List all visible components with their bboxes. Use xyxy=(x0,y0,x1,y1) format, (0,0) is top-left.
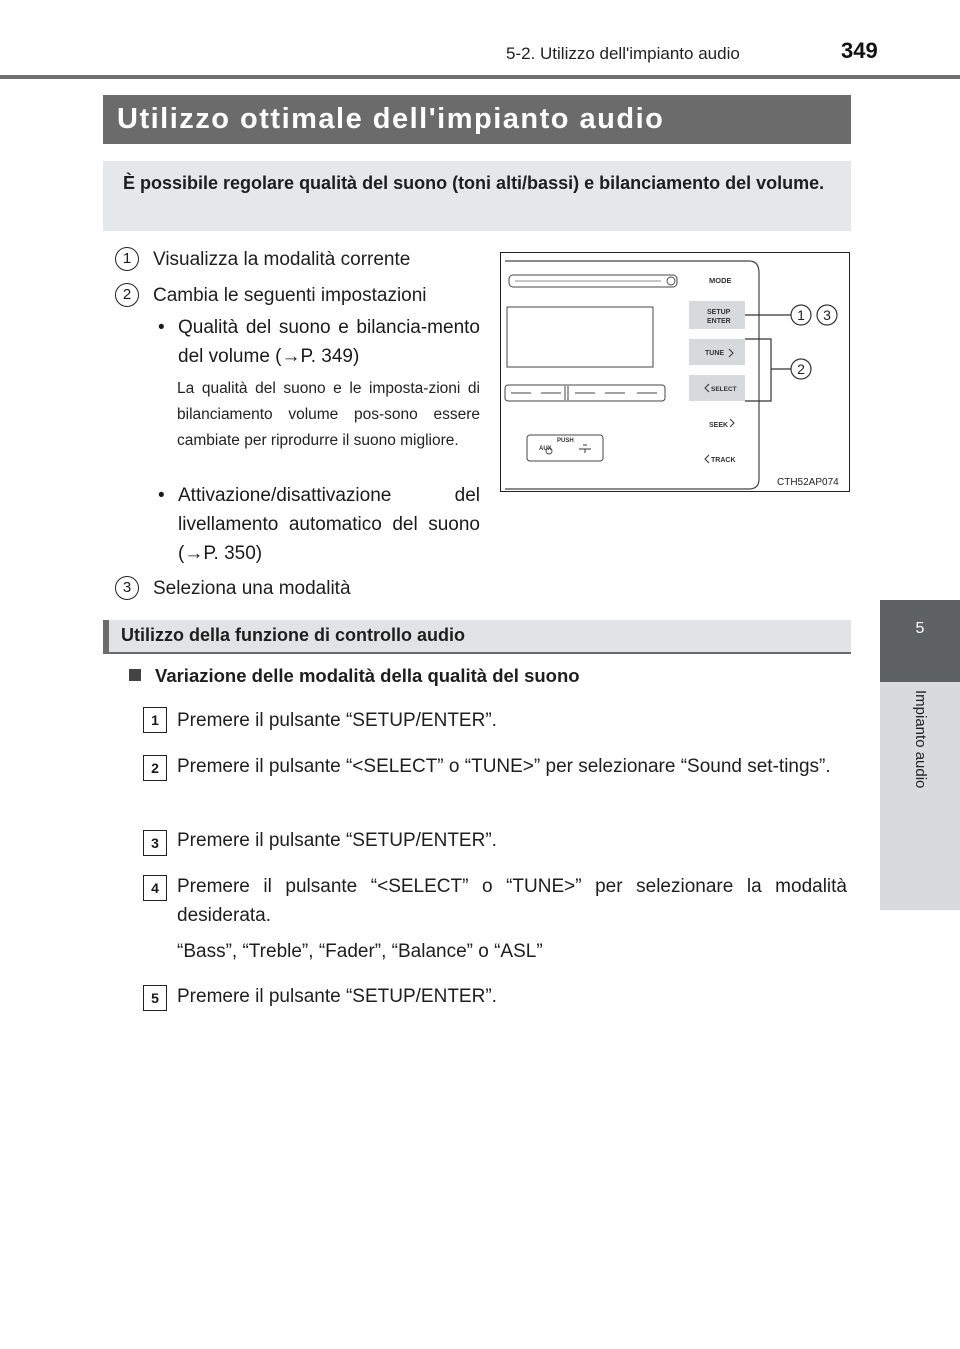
chapter-tab xyxy=(880,600,960,682)
step-number: 2 xyxy=(143,755,167,781)
bullet-symbol: • xyxy=(158,317,165,338)
seek-label: SEEK xyxy=(709,422,729,429)
square-bullet-icon xyxy=(129,669,141,681)
push-label: PUSH xyxy=(557,438,574,444)
figure-code: CTH52AP074 xyxy=(777,477,839,488)
bullet-symbol: • xyxy=(158,485,165,506)
step-number: 1 xyxy=(143,707,167,733)
aux-label: AUX xyxy=(539,446,552,452)
intro-box xyxy=(103,161,851,231)
running-header-section: 5-2. Utilizzo dell'impianto audio xyxy=(506,44,740,63)
chevron-right-icon xyxy=(730,419,734,427)
audio-unit-figure xyxy=(500,252,850,492)
mode-button-label: MODE xyxy=(709,276,732,285)
subsection-heading-text: Variazione delle modalità della qualità del suono xyxy=(155,665,580,686)
callout-number: 3 xyxy=(115,576,139,600)
callout-number: 2 xyxy=(115,283,139,307)
header-rule xyxy=(0,75,960,79)
chevron-left-icon xyxy=(705,455,709,463)
page-number: 349 xyxy=(841,38,878,63)
callout-number: 1 xyxy=(115,247,139,271)
bullet-item xyxy=(158,481,480,568)
step-text: Premere il pulsante “SETUP/ENTER”. xyxy=(177,830,497,851)
audio-unit-drawing xyxy=(501,253,850,492)
enter-label: ENTER xyxy=(707,318,731,325)
bullet-text: Attivazione/disattivazione del livellamento automatico del suono (→P. 350) xyxy=(178,485,480,564)
subsection-heading xyxy=(129,665,580,687)
bullet-text: Qualità del suono e bilancia-mento del volume (→P. 349) xyxy=(178,317,480,367)
chapter-label: Impianto audio xyxy=(912,690,929,789)
section-heading: Utilizzo della funzione di controllo audio xyxy=(121,625,465,645)
callout-text: Visualizza la modalità corrente xyxy=(153,249,411,270)
step-number: 5 xyxy=(143,985,167,1011)
step-text: Premere il pulsante “<SELECT” o “TUNE>” per selezionare la modalità desiderata. xyxy=(177,876,847,926)
step-options: “Bass”, “Treble”, “Fader”, “Balance” o “ASL” xyxy=(177,941,543,962)
section-rule xyxy=(103,652,851,654)
track-label: TRACK xyxy=(711,457,736,464)
step-text: Premere il pulsante “SETUP/ENTER”. xyxy=(177,710,497,731)
note-text: La qualità del suono e le imposta-zioni di bilanciamento volume pos-sono essere cambiate per riprodurre il suono migliore. xyxy=(177,380,480,449)
select-label: SELECT xyxy=(711,386,737,393)
step-text: Premere il pulsante “SETUP/ENTER”. xyxy=(177,986,497,1007)
callout-text: Seleziona una modalità xyxy=(153,578,351,599)
figure-callout: 2 xyxy=(797,361,805,377)
section-heading-bar xyxy=(103,620,851,652)
page-title-bar xyxy=(103,95,851,144)
figure-callout: 3 xyxy=(823,307,831,323)
step-text: Premere il pulsante “<SELECT” o “TUNE>” per selezionare “Sound set-tings”. xyxy=(177,756,831,777)
callout-text: Cambia le seguenti impostazioni xyxy=(153,285,427,306)
page-title: Utilizzo ottimale dell'impianto audio xyxy=(117,103,665,135)
intro-text: È possibile regolare qualità del suono (toni alti/bassi) e bilanciamento del volume. xyxy=(123,173,825,193)
chapter-number: 5 xyxy=(915,620,925,637)
setup-label: SETUP xyxy=(707,309,731,316)
figure-callout: 1 xyxy=(797,307,805,323)
bullet-item xyxy=(158,313,480,371)
step-number: 3 xyxy=(143,830,167,856)
usb-icon xyxy=(579,445,591,453)
step-number: 4 xyxy=(143,875,167,901)
tune-label: TUNE xyxy=(705,350,725,357)
